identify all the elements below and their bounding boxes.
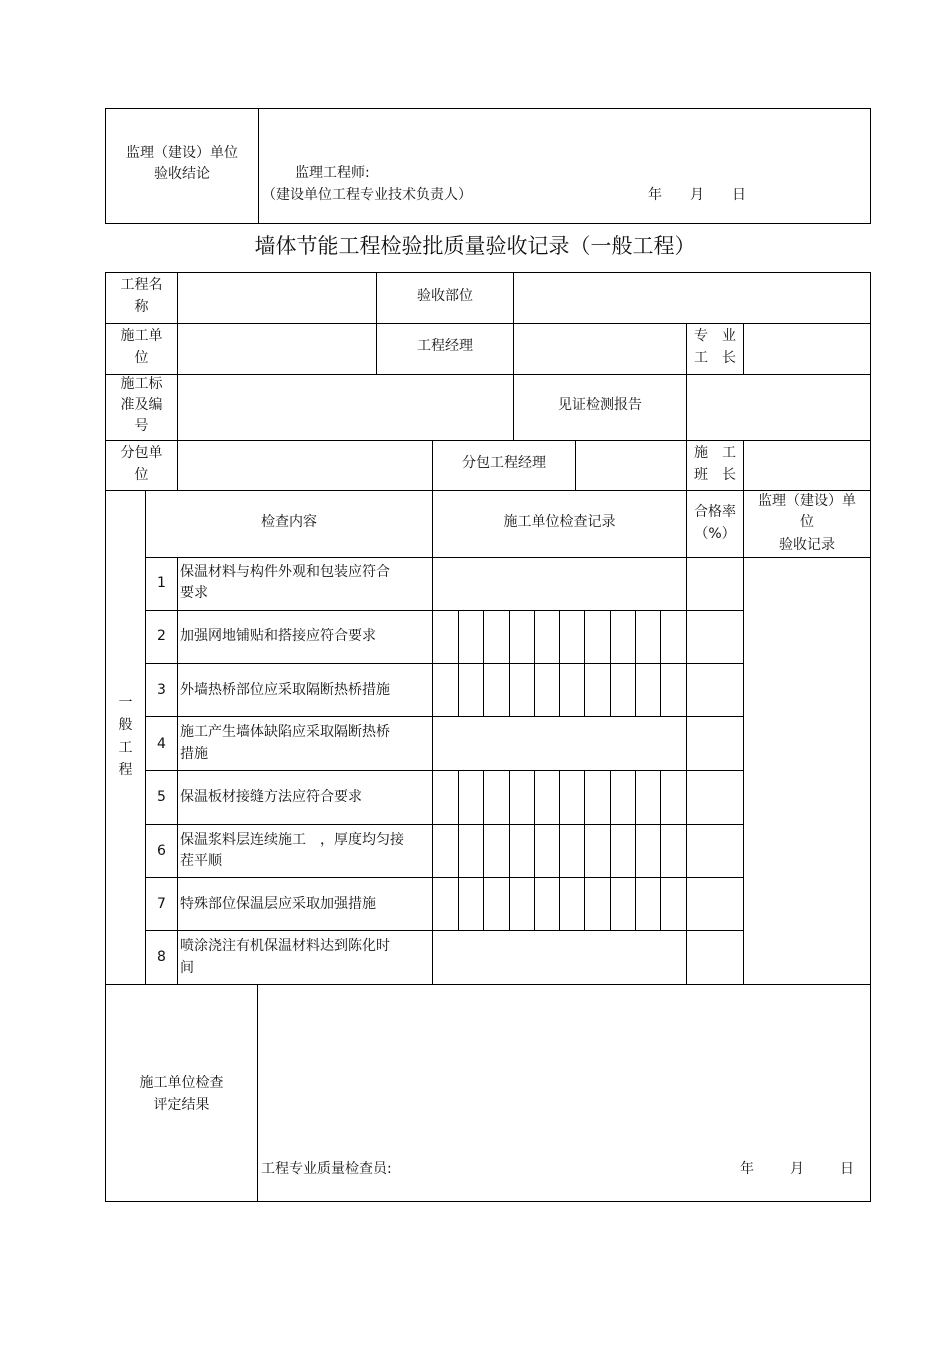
record-grid-line xyxy=(660,824,661,877)
item-row-line xyxy=(145,663,743,664)
item-text: 要求 xyxy=(180,585,208,601)
category-char: 一 xyxy=(118,695,133,711)
foreman-label: 专 业 xyxy=(694,328,736,344)
check-content-header: 检查内容 xyxy=(261,514,317,530)
cell-divider xyxy=(743,323,744,374)
result-divider xyxy=(257,984,258,1202)
record-grid-line xyxy=(458,610,459,663)
category-char: 般 xyxy=(118,717,133,733)
cell-divider xyxy=(575,440,576,490)
year-label: 年 xyxy=(648,187,662,203)
record-grid-line xyxy=(584,610,585,663)
item-text: 喷涂浇注有机保温材料达到陈化时 xyxy=(180,938,390,954)
record-grid-line xyxy=(483,824,484,877)
result-month-label: 月 xyxy=(790,1161,804,1177)
record-grid-line xyxy=(509,663,510,716)
witness-report-label: 见证检测报告 xyxy=(558,397,642,413)
result-year-label: 年 xyxy=(740,1161,754,1177)
record-grid-line xyxy=(509,770,510,824)
record-grid-line xyxy=(534,610,535,663)
acceptance-part-label: 验收部位 xyxy=(417,288,473,304)
record-grid-line xyxy=(610,824,611,877)
item-text: 施工产生墙体缺陷应采取隔断热桥 xyxy=(180,724,390,740)
item-text: 特殊部位保温层应采取加强措施 xyxy=(180,896,376,912)
record-grid-line xyxy=(458,770,459,824)
item-number: 4 xyxy=(157,736,166,752)
row-line xyxy=(105,440,871,441)
month-label: 月 xyxy=(690,187,704,203)
cell-divider xyxy=(686,374,687,440)
record-grid-line xyxy=(635,770,636,824)
result-label: 施工单位检查 xyxy=(139,1075,224,1091)
cell-divider xyxy=(513,272,514,323)
construction-unit-label: 施工单 xyxy=(120,328,163,344)
record-grid-line xyxy=(534,824,535,877)
item-number: 7 xyxy=(157,896,166,912)
item-number: 2 xyxy=(157,628,166,644)
project-name-label: 工程名 xyxy=(120,277,163,293)
item-number: 5 xyxy=(157,789,166,805)
item-row-line xyxy=(145,877,743,878)
construction-unit-label-2: 位 xyxy=(134,350,149,366)
record-grid-line xyxy=(635,877,636,930)
item-text: 加强网地铺贴和搭接应符合要求 xyxy=(180,628,376,644)
record-grid-line xyxy=(584,770,585,824)
record-column-divider xyxy=(432,490,433,984)
cell-divider xyxy=(177,323,178,374)
standard-label: 施工标 xyxy=(120,376,163,392)
item-number: 6 xyxy=(157,843,166,859)
record-grid-line xyxy=(584,824,585,877)
record-grid-line xyxy=(660,663,661,716)
cell-divider xyxy=(177,374,178,440)
record-grid-line xyxy=(610,663,611,716)
cell-divider xyxy=(177,440,178,490)
supervision-label-line1: 监理（建设）单位 xyxy=(126,145,238,161)
record-grid-line xyxy=(534,877,535,930)
team-leader-label: 施 工 xyxy=(694,445,736,461)
cell-divider xyxy=(743,440,744,490)
record-grid-line xyxy=(559,824,560,877)
standard-label-3: 号 xyxy=(134,418,149,434)
record-grid-line xyxy=(584,877,585,930)
item-number: 1 xyxy=(157,575,166,591)
subcontractor-label-2: 位 xyxy=(134,467,149,483)
record-grid-line xyxy=(509,610,510,663)
supervision-record-header-2: 位 xyxy=(800,514,814,530)
record-grid-line xyxy=(660,610,661,663)
item-text: 间 xyxy=(180,960,194,976)
item-row-line xyxy=(145,610,743,611)
record-grid-line xyxy=(534,770,535,824)
check-record-header: 施工单位检查记录 xyxy=(503,514,616,530)
row-line xyxy=(105,374,871,375)
record-grid-line xyxy=(660,770,661,824)
sub-manager-label: 分包工程经理 xyxy=(462,455,546,471)
record-grid-line xyxy=(559,770,560,824)
record-grid-line xyxy=(559,663,560,716)
record-grid-line xyxy=(458,824,459,877)
record-grid-line xyxy=(635,824,636,877)
record-grid-line xyxy=(559,877,560,930)
record-grid-line xyxy=(559,610,560,663)
supervision-record-header-3: 验收记录 xyxy=(779,537,835,553)
record-grid-line xyxy=(509,877,510,930)
record-grid-line xyxy=(458,877,459,930)
cell-divider xyxy=(177,272,178,323)
item-row-line xyxy=(145,824,743,825)
record-grid-line xyxy=(660,877,661,930)
team-leader-label-2: 班 长 xyxy=(694,467,736,483)
supervising-engineer-label: 监理工程师: xyxy=(295,165,370,181)
quality-inspector-label: 工程专业质量检查员: xyxy=(261,1161,392,1177)
item-number: 3 xyxy=(157,682,166,698)
record-grid-line xyxy=(509,824,510,877)
item-number: 8 xyxy=(157,949,166,965)
record-grid-line xyxy=(610,877,611,930)
record-grid-line xyxy=(534,663,535,716)
project-manager-label: 工程经理 xyxy=(417,338,473,354)
record-grid-line xyxy=(483,610,484,663)
row-line xyxy=(105,323,871,324)
record-grid-line xyxy=(483,663,484,716)
supervision-record-header: 监理（建设）单 xyxy=(758,493,856,509)
pass-rate-header: 合格率 xyxy=(694,504,736,520)
record-grid-line xyxy=(458,663,459,716)
pass-rate-header-2: （%） xyxy=(694,526,736,542)
item-row-line xyxy=(145,770,743,771)
day-label: 日 xyxy=(732,187,746,203)
owner-representative-label: （建设单位工程专业技术负责人） xyxy=(262,187,472,203)
item-text: 保温浆料层连续施工 ，厚度均匀接 xyxy=(180,832,404,848)
result-day-label: 日 xyxy=(840,1161,854,1177)
record-grid-line xyxy=(483,770,484,824)
category-char: 程 xyxy=(118,762,133,778)
item-row-line xyxy=(145,930,743,931)
standard-label-2: 准及编 xyxy=(120,397,163,413)
divider xyxy=(258,108,259,224)
rate-column-divider xyxy=(686,490,687,984)
foreman-label-2: 工 长 xyxy=(694,350,736,366)
record-grid-line xyxy=(635,610,636,663)
item-text: 茬平顺 xyxy=(180,853,222,869)
check-header-line xyxy=(145,557,871,558)
project-name-label-2: 称 xyxy=(134,299,149,315)
record-grid-line xyxy=(610,610,611,663)
item-text: 措施 xyxy=(180,746,208,762)
check-section-bottom xyxy=(105,984,871,985)
category-char: 工 xyxy=(118,740,133,756)
item-text: 保温板材接缝方法应符合要求 xyxy=(180,789,362,805)
item-text: 外墙热桥部位应采取隔断热桥措施 xyxy=(180,682,390,698)
item-row-line xyxy=(145,716,743,717)
record-grid-line xyxy=(584,663,585,716)
subcontractor-label: 分包单 xyxy=(120,445,163,461)
record-grid-line xyxy=(635,663,636,716)
cell-divider xyxy=(513,323,514,374)
record-grid-line xyxy=(610,770,611,824)
supervision-column-divider xyxy=(743,490,744,984)
result-label-2: 评定结果 xyxy=(153,1097,210,1113)
item-text: 保温材料与构件外观和包装应符合 xyxy=(180,564,390,580)
record-grid-line xyxy=(483,877,484,930)
supervision-label-line2: 验收结论 xyxy=(154,166,210,182)
page-title: 墙体节能工程检验批质量验收记录（一般工程） xyxy=(254,234,696,258)
